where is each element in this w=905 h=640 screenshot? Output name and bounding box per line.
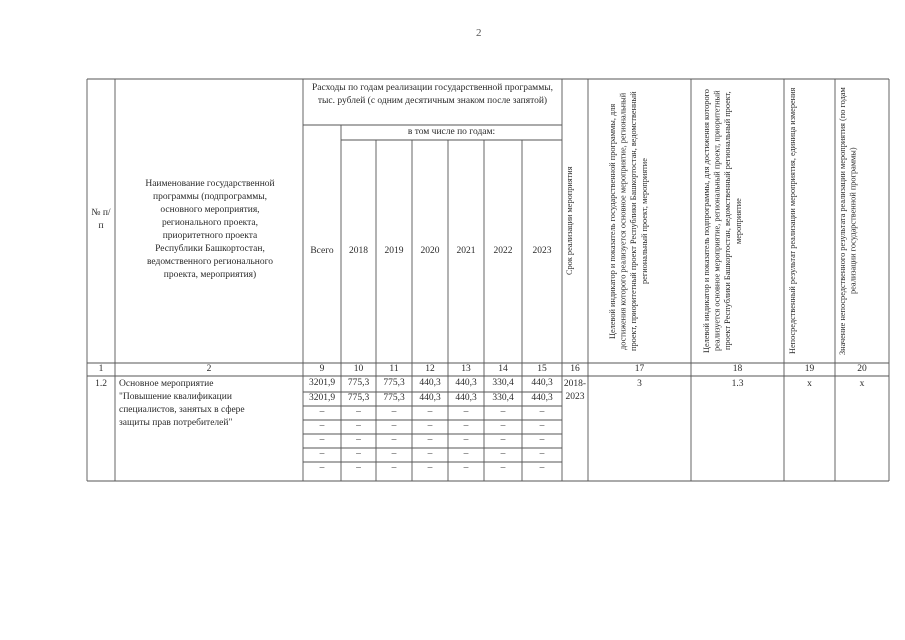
row-name-line-4: защиты прав потребителей" (119, 418, 233, 428)
finance-cell: 775,3 (383, 378, 405, 388)
finance-cell: – (427, 449, 433, 459)
finance-cell: – (427, 435, 433, 445)
colnum-12: 12 (425, 364, 435, 374)
finance-cell: 440,3 (419, 393, 441, 403)
header-target-sub: Целевой индикатор и показатель подпрограммы, для достижения которого реализуется основное мероприятие, региональный проект, приоритетный проект Республики Башкортостан, ведомственный региональный проект, мероприятие (702, 89, 743, 353)
colnum-19: 19 (804, 364, 815, 374)
row-term-line-2: 2023 (565, 392, 585, 402)
colnum-10: 10 (353, 364, 364, 374)
colnum-18: 18 (732, 364, 743, 374)
finance-cell: – (356, 435, 361, 445)
finance-cell: – (500, 435, 506, 445)
finance-cell: – (539, 449, 545, 459)
finance-cell: – (319, 421, 325, 431)
finance-cell: – (500, 449, 506, 459)
header-year-2020: 2020 (420, 246, 440, 256)
finance-cell: 440,3 (419, 378, 441, 388)
header-result-value: Значение непосредственного результата реализации мероприятия (по годам реализации государственной программы) (838, 87, 858, 355)
row-result: x (807, 379, 812, 389)
finance-cell: 440,3 (455, 378, 477, 388)
row-name-line-3: специалистов, занятых в сфере (119, 405, 245, 415)
finance-cell: – (319, 449, 325, 459)
header-year-2018: 2018 (349, 246, 368, 256)
header-year-2022: 2022 (493, 246, 513, 256)
finance-cell: 440,3 (455, 393, 477, 403)
finance-cell: – (391, 463, 397, 473)
finance-cell: 3201,9 (308, 393, 336, 403)
finance-cell: – (356, 421, 361, 431)
header-result: Непосредственный результат реализации мероприятия, единица измерения (788, 87, 797, 355)
header-target-program: Целевой индикатор и показатель государственной программы, для достижения которого реализуется основное мероприятие, региональный проект, приоритетный проект Республики Башкортостан, ведомственный региональный проект, мероприятие (608, 91, 649, 351)
finance-cell: – (391, 449, 397, 459)
finance-cell: 330,4 (492, 393, 514, 403)
row-target-sub: 1.3 (731, 379, 744, 389)
row-term-line-1: 2018- (563, 379, 587, 389)
row-result-value: x (859, 379, 865, 389)
finance-cell: 775,3 (347, 378, 370, 388)
finance-cell: – (391, 421, 397, 431)
colnum-17: 17 (634, 364, 645, 374)
colnum-16: 16 (570, 364, 580, 374)
header-term: Срок реализации мероприятия (565, 166, 574, 276)
finance-cell: – (463, 449, 469, 459)
finance-cell: – (500, 421, 506, 431)
header-expenses-group: Расходы по годам реализации государственной программы, тыс. рублей (с одним десятичным знаком после запятой) (312, 83, 553, 106)
finance-cell: – (319, 463, 325, 473)
colnum-14: 14 (498, 364, 508, 374)
finance-cell: 330,4 (492, 378, 514, 388)
header-total: Всего (310, 246, 334, 256)
finance-cell: – (539, 407, 545, 417)
row-target-program: 3 (637, 379, 642, 389)
colnum-11: 11 (389, 364, 399, 374)
header-num: № п/п (91, 208, 111, 231)
finance-cell: – (391, 435, 397, 445)
header-including-years: в том числе по годам: (407, 127, 496, 137)
finance-cell: – (319, 435, 325, 445)
finance-cell: – (356, 449, 361, 459)
finance-cell: 440,3 (531, 393, 553, 403)
finance-cell: – (427, 421, 433, 431)
finance-cell: – (391, 407, 397, 417)
header-year-2019: 2019 (384, 246, 404, 256)
finance-cell: – (500, 407, 506, 417)
finance-cell: – (356, 407, 361, 417)
finance-cell: – (427, 407, 433, 417)
finance-cell: – (427, 463, 433, 473)
page-number: 2 (476, 27, 482, 39)
finance-cell: – (463, 407, 469, 417)
colnum-9: 9 (319, 364, 325, 374)
finance-cell: – (463, 463, 469, 473)
finance-cell: 775,3 (347, 393, 370, 403)
header-year-2023: 2023 (532, 246, 552, 256)
header-year-2021: 2021 (456, 246, 476, 256)
header-name: Наименование государственной программы (подпрограммы, основного мероприятия, регионального проекта, приоритетного проекта Республики Башкортостан, ведомственного регионального проекта, мероприятия) (145, 179, 275, 280)
row-name-line-1: Основное мероприятие (119, 379, 214, 389)
finance-cell: – (539, 463, 545, 473)
finance-cell: 3201,9 (308, 378, 336, 388)
row-name-line-2: "Повышение квалификации (119, 392, 232, 402)
finance-cell: – (319, 407, 325, 417)
row-num: 1.2 (95, 379, 107, 389)
finance-cell: – (539, 435, 545, 445)
finance-cell: – (539, 421, 545, 431)
finance-cell: – (356, 463, 361, 473)
colnum-1: 1 (98, 364, 104, 374)
finance-cell: – (463, 435, 469, 445)
colnum-13: 13 (461, 364, 471, 374)
finance-cell: 775,3 (383, 393, 405, 403)
finance-cell: 440,3 (531, 378, 553, 388)
finance-cell: – (500, 463, 506, 473)
colnum-20: 20 (857, 364, 867, 374)
colnum-15: 15 (537, 364, 547, 374)
finance-cell: – (463, 421, 469, 431)
colnum-2: 2 (206, 364, 212, 374)
